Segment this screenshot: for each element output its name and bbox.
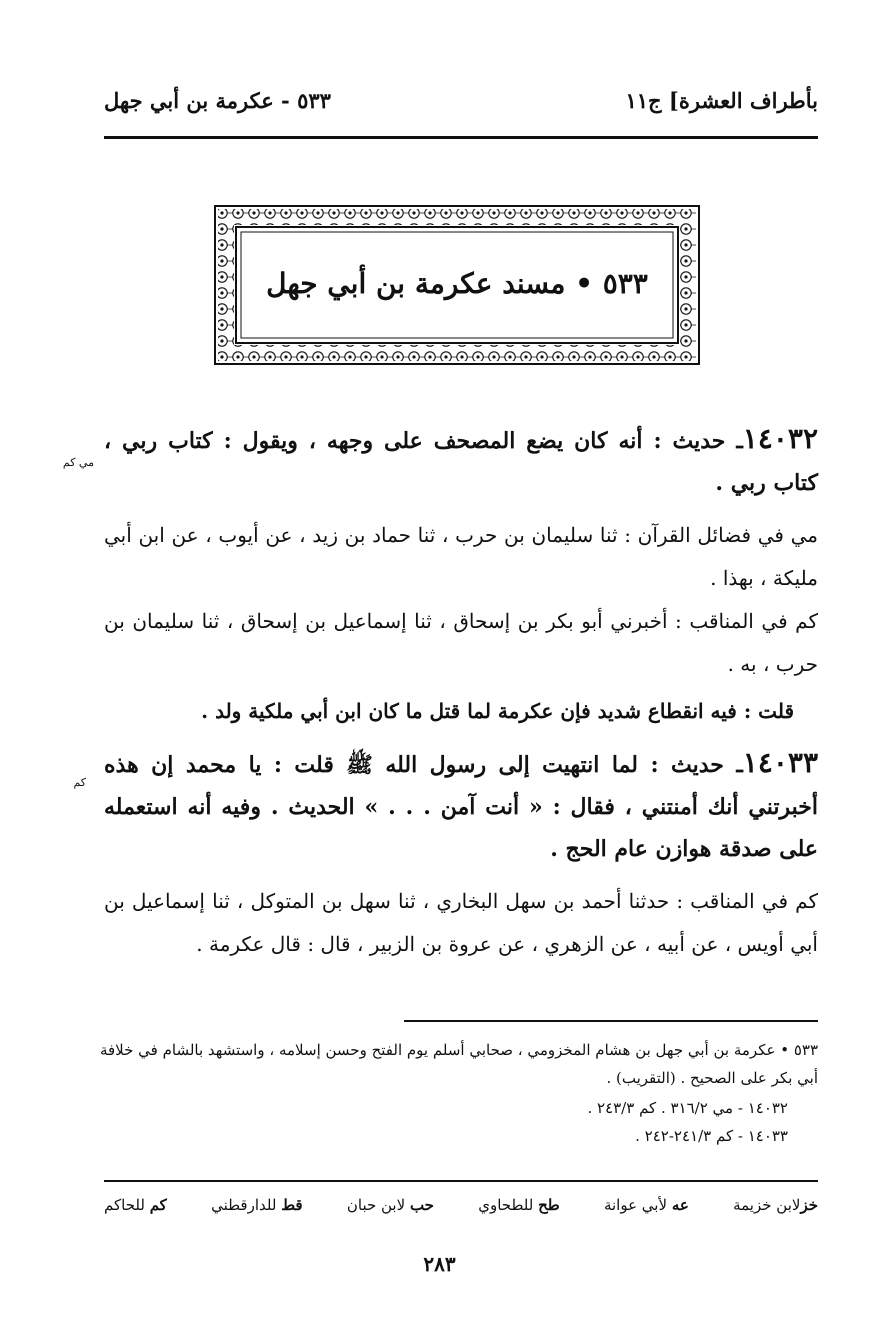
abbreviation-item: عه لأبي عوانة	[603, 1196, 689, 1214]
footnote-reference: ١٤٠٣٣ - كم ٢٤١/٣-٢٤٢ .	[635, 1127, 788, 1145]
hadith-sigla: كم	[73, 776, 86, 789]
abbreviations-rule	[104, 1180, 818, 1182]
hadith-number: ١٤٠٣٣	[742, 746, 818, 779]
footnote-rule	[404, 1020, 818, 1022]
chapter-title: ٥٣٣ • مسند عكرمة بن أبي جهل	[266, 267, 648, 300]
hadith-entry	[104, 742, 818, 870]
editor-note: قلت : فيه انقطاع شديد فإن عكرمة لما قتل ما كان ابن أبي ملكية ولد .	[201, 699, 794, 723]
abbreviation-item: خزلابن خزيمة	[733, 1196, 818, 1214]
footnote-reference: ١٤٠٣٢ - مي ٣١٦/٢ . كم ٢٤٣/٣ .	[587, 1099, 788, 1117]
header-chapter: ٥٣٣ - عكرمة بن أبي جهل	[104, 88, 331, 113]
abbreviations-key	[104, 1196, 818, 1222]
page-number: ٢٨٣	[423, 1252, 456, 1276]
hadith-text: ـ حديث : أنه كان يضع المصحف على وجهه ، ويقول : كتاب ربي ، كتاب ربي .	[104, 428, 818, 496]
abbreviation-item: طح للطحاوي	[478, 1196, 560, 1214]
footnote-biography: ٥٣٣ • عكرمة بن أبي جهل بن هشام المخزومي ، صحابي أسلم يوم الفتح وحسن إسلامه ، واستشهد بالشام في خلافة أبي بكر على الصحيح . (التقريب) .	[99, 1041, 818, 1087]
source-paragraph: مي في فضائل القرآن : ثنا سليمان بن حرب ، ثنا حماد بن زيد ، عن أيوب ، عن ابن أبي مليكة ، بهذا .	[104, 523, 819, 590]
hadith-number: ١٤٠٣٢	[742, 422, 818, 455]
hadith-entry	[104, 418, 818, 504]
source-paragraph: كم في المناقب : حدثنا أحمد بن سهل البخاري ، ثنا سهل بن المتوكل ، ثنا إسماعيل بن أبي أويس ، عن أبيه ، عن الزهري ، عن عروة بن الزبير ، قال : قال عكرمة .	[104, 889, 818, 956]
header-rule	[104, 136, 818, 139]
abbreviation-item: قط للدارقطني	[211, 1196, 303, 1214]
chapter-title-frame	[214, 205, 700, 365]
running-header	[104, 88, 818, 122]
abbreviation-item: كم للحاكم	[104, 1196, 167, 1214]
header-book-volume: بأطراف العشرة] ج١١	[625, 88, 818, 113]
source-paragraph: كم في المناقب : أخبرني أبو بكر بن إسحاق ، ثنا إسماعيل بن إسحاق ، ثنا سليمان بن حرب ، به .	[104, 609, 818, 676]
abbreviation-item: حب لابن حبان	[346, 1196, 434, 1214]
hadith-sigla: مي كم	[62, 456, 94, 469]
hadith-text: ـ حديث : لما انتهيت إلى رسول الله ﷺ قلت : يا محمد إن هذه أخبرتني أنك أمنتني ، فقال : « أنت آمن . . . » الحديث . وفيه أنه استعمله على صدقة هوازن عام الحج .	[104, 752, 818, 862]
